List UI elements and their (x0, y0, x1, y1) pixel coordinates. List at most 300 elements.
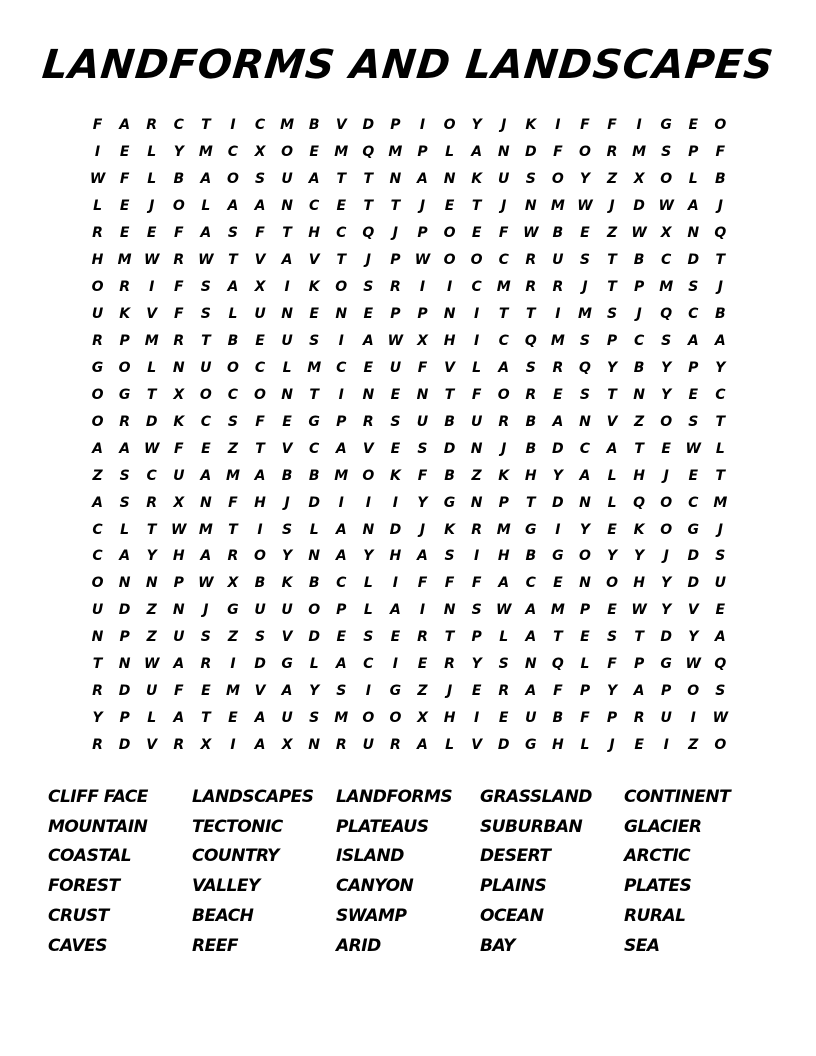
grid-letter: M (334, 467, 349, 484)
grid-letter: N (497, 144, 510, 161)
grid-letter: M (659, 279, 674, 296)
grid-letter: F (173, 279, 184, 296)
grid-letter: E (580, 629, 590, 646)
grid-letter: A (417, 737, 428, 754)
grid-letter: F (417, 359, 428, 376)
grid-letter: A (525, 683, 537, 700)
grid-letter: I (392, 494, 398, 511)
grid-letter: I (149, 279, 155, 296)
grid-letter: T (715, 413, 726, 430)
grid-letter: A (227, 198, 239, 215)
grid-letter: G (552, 548, 564, 565)
grid-letter: A (714, 332, 726, 349)
grid-letter: X (254, 279, 266, 296)
grid-letter: A (579, 467, 591, 484)
grid-letter: E (363, 306, 374, 323)
grid-letter: I (230, 656, 236, 673)
grid-letter: D (660, 629, 672, 646)
grid-letter: A (200, 225, 212, 242)
grid-letter: P (498, 494, 509, 511)
grid-letter: C (173, 117, 184, 134)
word-list-item: FOREST (48, 876, 120, 897)
word-list-item: PLATES (624, 876, 692, 897)
grid-letter: E (146, 225, 157, 242)
grid-letter: N (172, 602, 185, 619)
grid-letter: T (92, 656, 103, 673)
grid-row (84, 328, 734, 355)
word-list-item: OCEAN (480, 906, 544, 927)
grid-letter: D (254, 656, 266, 673)
grid-letter: Y (173, 144, 184, 161)
letter-grid (84, 112, 734, 759)
grid-letter: Z (606, 225, 618, 242)
grid-letter: E (688, 386, 699, 403)
grid-letter: N (172, 359, 185, 376)
grid-letter: E (390, 629, 401, 646)
grid-letter: I (338, 494, 344, 511)
grid-letter: T (336, 252, 347, 269)
grid-letter: M (550, 602, 565, 619)
grid-letter: C (227, 144, 239, 161)
grid-letter: A (362, 332, 374, 349)
grid-letter: U (470, 413, 483, 430)
grid-letter: E (228, 710, 238, 727)
grid-letter: D (145, 413, 158, 430)
grid-letter: A (335, 521, 347, 538)
grid-letter: X (173, 494, 185, 511)
grid-letter: P (471, 629, 482, 646)
grid-letter: N (281, 306, 293, 323)
grid-letter: Y (417, 494, 428, 511)
grid-letter: C (336, 225, 347, 242)
grid-letter: Y (579, 171, 591, 188)
grid-letter: C (92, 521, 103, 538)
grid-letter: N (579, 575, 591, 592)
grid-letter: C (309, 440, 320, 457)
grid-letter: M (198, 144, 213, 161)
grid-letter: O (91, 386, 104, 403)
grid-letter: H (552, 737, 564, 754)
word-list-item: GLACIER (624, 816, 702, 837)
grid-letter: Y (92, 710, 103, 727)
grid-letter: O (714, 737, 727, 754)
grid-letter: D (687, 575, 700, 592)
grid-letter: P (390, 252, 401, 269)
grid-letter: W (495, 602, 512, 619)
grid-letter: D (118, 737, 131, 754)
grid-letter: U (552, 252, 564, 269)
grid-letter: R (471, 521, 483, 538)
grid-letter: U (281, 710, 293, 727)
grid-letter: T (146, 521, 157, 538)
grid-letter: K (308, 279, 320, 296)
grid-letter: C (363, 656, 374, 673)
grid-letter: H (91, 252, 104, 269)
grid-letter: X (660, 225, 672, 242)
grid-letter: Q (714, 656, 727, 673)
grid-letter: F (580, 710, 590, 727)
grid-letter: D (118, 683, 131, 700)
grid-letter: Q (578, 359, 591, 376)
grid-letter: Y (363, 548, 374, 565)
grid-letter: N (416, 386, 429, 403)
grid-letter: Y (471, 656, 482, 673)
grid-row (84, 732, 734, 759)
grid-letter: K (498, 467, 510, 484)
grid-letter: K (173, 413, 185, 430)
grid-letter: I (690, 710, 696, 727)
grid-letter: Q (633, 494, 646, 511)
grid-letter: N (443, 306, 456, 323)
grid-letter: Z (606, 171, 618, 188)
grid-letter: U (281, 602, 293, 619)
grid-letter: C (715, 386, 726, 403)
grid-letter: J (392, 225, 398, 242)
grid-letter: J (663, 548, 669, 565)
grid-letter: T (228, 521, 238, 538)
grid-letter: G (525, 737, 537, 754)
grid-letter: S (688, 279, 699, 296)
grid-letter: B (525, 413, 537, 430)
grid-letter: N (281, 386, 293, 403)
grid-letter: P (390, 117, 401, 134)
grid-letter: A (173, 710, 185, 727)
grid-letter: Z (146, 629, 157, 646)
grid-letter: J (636, 306, 642, 323)
grid-letter: Y (661, 359, 672, 376)
grid-letter: B (525, 440, 537, 457)
grid-letter: I (555, 117, 561, 134)
grid-letter: O (254, 386, 266, 403)
grid-letter: Y (606, 683, 618, 700)
grid-letter: C (498, 332, 509, 349)
grid-letter: B (444, 467, 455, 484)
grid-letter: S (309, 332, 320, 349)
grid-letter: D (362, 117, 375, 134)
grid-letter: W (523, 225, 539, 242)
grid-letter: O (91, 279, 104, 296)
grid-letter: G (660, 656, 672, 673)
grid-letter: T (363, 171, 374, 188)
grid-letter: B (552, 710, 564, 727)
grid-letter: I (392, 575, 398, 592)
grid-letter: D (389, 521, 402, 538)
grid-letter: W (198, 575, 214, 592)
grid-letter: S (254, 171, 266, 188)
grid-letter: F (715, 144, 726, 161)
grid-letter: N (308, 548, 321, 565)
grid-letter: D (118, 602, 131, 619)
grid-letter: N (524, 198, 537, 215)
grid-letter: X (417, 332, 428, 349)
grid-letter: U (173, 629, 185, 646)
grid-letter: W (143, 656, 160, 673)
word-list-item: ISLAND (336, 846, 404, 867)
grid-letter: E (201, 440, 211, 457)
grid-letter: P (417, 306, 428, 323)
grid-letter: F (471, 386, 482, 403)
grid-letter: N (362, 386, 375, 403)
grid-letter: C (336, 359, 347, 376)
grid-letter: O (497, 386, 510, 403)
grid-row (84, 516, 734, 543)
grid-letter: L (309, 656, 319, 673)
grid-letter: C (309, 198, 320, 215)
grid-letter: L (715, 440, 725, 457)
grid-letter: F (173, 306, 184, 323)
grid-letter: T (607, 386, 617, 403)
grid-letter: D (308, 629, 320, 646)
grid-letter: S (471, 602, 482, 619)
grid-letter: K (389, 467, 401, 484)
grid-letter: C (336, 575, 347, 592)
grid-letter: S (200, 629, 211, 646)
grid-letter: K (281, 575, 293, 592)
grid-letter: Q (660, 306, 673, 323)
grid-letter: R (146, 117, 158, 134)
grid-letter: I (474, 332, 480, 349)
grid-letter: T (363, 198, 374, 215)
grid-letter: N (118, 575, 131, 592)
grid-letter: R (633, 710, 645, 727)
grid-letter: G (687, 521, 699, 538)
grid-letter: B (444, 413, 455, 430)
grid-letter: F (228, 494, 238, 511)
grid-letter: G (660, 117, 672, 134)
grid-letter: Q (362, 144, 375, 161)
grid-row (84, 543, 734, 570)
grid-letter: S (525, 359, 536, 376)
grid-letter: W (577, 198, 593, 215)
grid-letter: G (91, 359, 104, 376)
grid-letter: L (282, 359, 292, 376)
grid-letter: E (255, 332, 265, 349)
grid-letter: F (553, 144, 563, 161)
grid-letter: U (498, 171, 510, 188)
grid-letter: G (118, 386, 131, 403)
grid-letter: H (254, 494, 266, 511)
grid-letter: A (525, 629, 537, 646)
grid-letter: I (474, 548, 480, 565)
grid-letter: O (172, 198, 185, 215)
grid-letter: I (230, 737, 236, 754)
grid-letter: U (91, 602, 104, 619)
grid-row (84, 247, 734, 274)
grid-letter: L (363, 575, 373, 592)
grid-letter: F (471, 575, 482, 592)
grid-letter: Q (362, 225, 375, 242)
grid-letter: E (282, 413, 292, 430)
grid-letter: W (414, 252, 431, 269)
grid-letter: T (228, 252, 238, 269)
grid-letter: J (419, 198, 426, 215)
grid-letter: E (471, 683, 482, 700)
grid-letter: C (227, 386, 239, 403)
grid-letter: Z (634, 413, 645, 430)
grid-letter: H (633, 575, 645, 592)
grid-letter: S (715, 548, 726, 565)
grid-letter: R (552, 359, 564, 376)
grid-letter: S (336, 683, 347, 700)
grid-letter: M (334, 710, 349, 727)
grid-letter: B (173, 171, 185, 188)
grid-letter: J (501, 198, 507, 215)
grid-letter: N (389, 171, 402, 188)
grid-letter: P (606, 710, 618, 727)
grid-letter: A (254, 710, 266, 727)
grid-letter: I (636, 117, 642, 134)
grid-letter: K (471, 171, 483, 188)
page-title: LANDFORMS AND LANDSCAPES (40, 42, 776, 88)
grid-letter: A (254, 467, 266, 484)
grid-letter: J (717, 521, 723, 538)
grid-letter: P (417, 225, 428, 242)
grid-letter: M (496, 521, 511, 538)
grid-letter: I (419, 279, 426, 296)
grid-letter: P (119, 332, 130, 349)
grid-letter: V (146, 306, 158, 323)
grid-letter: H (524, 467, 537, 484)
grid-letter: J (609, 198, 615, 215)
grid-letter: W (631, 602, 647, 619)
grid-letter: G (443, 494, 456, 511)
grid-letter: L (363, 602, 373, 619)
word-list-item: PLATEAUS (336, 816, 429, 837)
grid-letter: E (390, 440, 401, 457)
word-list-item: SWAMP (336, 906, 407, 927)
grid-letter: P (336, 602, 347, 619)
grid-letter: E (688, 117, 699, 134)
grid-letter: J (365, 252, 371, 269)
word-list-item: ARID (336, 935, 381, 956)
word-list-item: CANYON (336, 876, 414, 897)
grid-letter: F (553, 683, 563, 700)
grid-letter: U (362, 737, 374, 754)
grid-letter: E (309, 144, 319, 161)
grid-letter: F (607, 656, 617, 673)
grid-letter: R (498, 683, 510, 700)
grid-letter: A (498, 359, 510, 376)
grid-letter: P (390, 306, 401, 323)
grid-letter: A (200, 171, 212, 188)
grid-letter: X (254, 144, 266, 161)
grid-letter: Y (282, 548, 293, 565)
grid-letter: A (119, 548, 131, 565)
grid-letter: O (660, 521, 673, 538)
grid-row (84, 678, 734, 705)
grid-letter: L (580, 737, 590, 754)
grid-row (84, 597, 734, 624)
grid-letter: M (225, 683, 240, 700)
grid-letter: E (607, 521, 617, 538)
grid-letter: G (227, 602, 239, 619)
grid-letter: O (226, 359, 239, 376)
grid-row (84, 193, 734, 220)
grid-letter: Y (661, 602, 672, 619)
grid-letter: H (308, 225, 321, 242)
grid-letter: L (93, 198, 102, 215)
grid-letter: A (281, 252, 293, 269)
grid-letter: U (254, 602, 266, 619)
grid-letter: O (308, 602, 321, 619)
grid-letter: A (525, 602, 537, 619)
grid-letter: N (281, 198, 293, 215)
grid-letter: E (309, 306, 319, 323)
grid-letter: L (147, 359, 157, 376)
grid-letter: N (443, 171, 456, 188)
grid-letter: P (417, 144, 428, 161)
grid-letter: T (282, 225, 292, 242)
grid-letter: S (227, 413, 238, 430)
grid-letter: D (443, 440, 456, 457)
grid-letter: R (173, 332, 185, 349)
grid-letter: T (607, 279, 617, 296)
grid-letter: C (200, 413, 211, 430)
grid-letter: J (582, 279, 588, 296)
grid-letter: B (281, 467, 293, 484)
grid-letter: E (661, 440, 671, 457)
grid-letter: M (388, 144, 403, 161)
grid-letter: U (146, 683, 158, 700)
grid-letter: A (119, 117, 131, 134)
grid-letter: A (254, 198, 266, 215)
grid-letter: O (226, 171, 239, 188)
grid-row (84, 301, 734, 328)
grid-row (84, 624, 734, 651)
grid-letter: V (335, 117, 347, 134)
grid-row (84, 651, 734, 678)
grid-letter: A (552, 413, 564, 430)
grid-letter: N (443, 602, 456, 619)
grid-letter: A (335, 656, 347, 673)
grid-letter: Y (661, 386, 672, 403)
grid-letter: B (715, 306, 726, 323)
grid-letter: O (281, 144, 294, 161)
grid-letter: Y (688, 629, 699, 646)
grid-letter: C (661, 252, 672, 269)
grid-letter: S (363, 279, 374, 296)
grid-letter: C (579, 440, 591, 457)
grid-letter: U (200, 359, 212, 376)
grid-letter: Y (606, 359, 618, 376)
grid-letter: Q (714, 225, 727, 242)
grid-letter: M (307, 359, 322, 376)
grid-letter: P (119, 710, 130, 727)
grid-letter: V (254, 252, 266, 269)
grid-letter: E (119, 225, 130, 242)
grid-letter: U (714, 575, 727, 592)
grid-letter: L (580, 656, 590, 673)
grid-letter: E (201, 683, 211, 700)
grid-letter: P (688, 144, 699, 161)
grid-letter: H (443, 710, 456, 727)
grid-letter: E (498, 710, 509, 727)
grid-letter: N (579, 494, 591, 511)
grid-letter: R (92, 332, 103, 349)
grid-letter: I (365, 683, 371, 700)
grid-letter: U (525, 710, 537, 727)
grid-letter: B (633, 359, 645, 376)
grid-letter: I (446, 279, 453, 296)
grid-letter: O (118, 359, 131, 376)
grid-letter: R (92, 737, 103, 754)
grid-letter: I (555, 521, 561, 538)
grid-letter: T (444, 629, 455, 646)
grid-letter: S (579, 332, 590, 349)
word-list-item: BAY (480, 935, 515, 956)
grid-letter: W (631, 225, 647, 242)
grid-letter: S (119, 467, 130, 484)
